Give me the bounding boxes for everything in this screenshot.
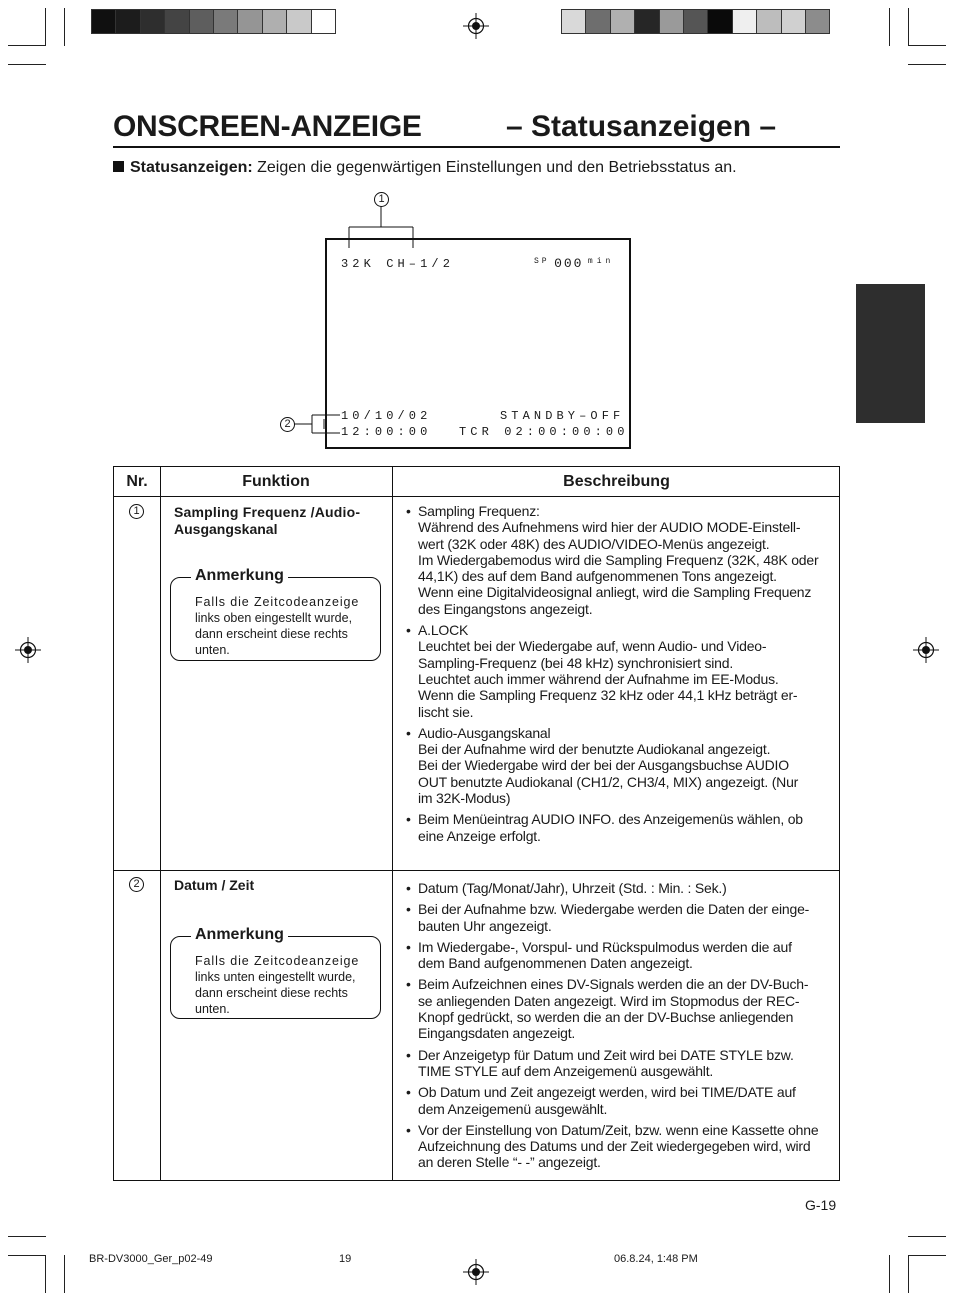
note-text [195,594,371,658]
note-box-1 [170,567,381,661]
description-item [406,880,832,896]
color-swatch [311,9,336,34]
description-line: im 32K-Modus) [418,790,511,807]
color-swatch [659,9,684,34]
description-line: des Eingangstons angezeigt. [418,600,593,617]
description-line: Bei der Aufnahme wird der benutzte Audiokanal angezeigt. [418,741,771,758]
screen-top-left: 32K CH–1/2 [341,257,455,271]
crop-mark [8,64,46,65]
color-swatch [805,9,830,34]
description-line: • A.LOCK [418,622,469,639]
description-line: • Datum (Tag/Monat/Jahr), Uhrzeit (Std. : Min. : Sek.) [418,880,727,896]
color-swatch [189,9,214,34]
callout-1: 1 [374,192,389,207]
description-line: Sampling-Frequenz (bei 48 kHz) synchronisiert sind. [418,654,734,671]
crop-mark [908,45,946,46]
crop-mark [908,8,909,46]
description-line: Wenn eine Digitalvideosignal anliegt, wird die Sampling Frequenz [418,584,812,601]
color-swatch [634,9,659,34]
description-line: • Audio-Ausgangskanal [418,724,551,741]
color-swatch [781,9,806,34]
screen-time: 12:00:00 [341,425,432,439]
note-box-2 [170,926,381,1019]
color-swatch [585,9,610,34]
description-line: dem Anzeigemenü ausgewählt. [418,1100,608,1117]
description-line: • Vor der Einstellung von Datum/Zeit, bzw. wenn eine Kassette ohne [418,1121,819,1138]
color-swatch [140,9,165,34]
description-line: Leuchtet bei der Wiedergabe auf, wenn Audio- und Video- [418,638,767,655]
description-line: Bei der Wiedergabe wird der bei der Ausgangsbuchse AUDIO [418,757,789,774]
description-line: Im Wiedergabemodus wird die Sampling Frequenz (32K, 48K oder [418,551,819,568]
bullet-square-icon [113,161,124,172]
description-line: Eingangsdaten angezeigt. [418,1025,576,1042]
description-item [406,503,832,617]
description-line: OUT benutzte Audiokanal (CH1/2, CH3/4, MIX) angezeigt. (Nur [418,773,799,790]
description-item [406,1122,832,1171]
screen-tcr: TCR 02:00:00:00 [459,425,629,439]
status-table [113,466,840,1181]
description-item [406,901,832,934]
function-title-line: Datum / Zeit [174,877,255,893]
color-swatch [756,9,781,34]
section-tab [856,284,925,423]
header-nr: Nr. [126,473,148,490]
footer-timestamp: 06.8.24, 1:48 PM [614,1253,698,1265]
crop-mark [45,1255,46,1293]
description-1 [406,503,832,849]
note-line: links oben eingestellt wurde, [195,611,353,625]
description-line: • Bei der Aufnahme bzw. Wiedergabe werden die Daten der einge- [418,901,810,918]
crop-mark [908,1255,946,1256]
description-line: Aufzeichnung des Datums und der Zeit wiedergegeben wird, wird [418,1138,811,1155]
header-divider [114,496,839,497]
row-divider [114,870,839,871]
description-item [406,725,832,806]
row-number-2: 2 [129,877,144,892]
description-line: • Im Wiedergabe-, Vorspul- und Rückspulmodus werden die auf [418,938,792,955]
description-line: an deren Stelle “- -” angezeigt. [418,1154,601,1171]
crop-mark [8,1255,46,1256]
description-line: eine Anzeige erfolgt. [418,827,541,844]
page-subtitle: – Statusanzeigen – [506,110,777,143]
note-text [195,953,371,1017]
color-swatch [237,9,262,34]
color-bar-right [561,9,830,34]
note-heading: Anmerkung [191,567,288,585]
color-swatch [213,9,238,34]
crop-mark [64,1255,65,1293]
description-line: • Beim Menüeintrag AUDIO INFO. des Anzeigemenüs wählen, ob [418,811,803,828]
header-funktion: Funktion [242,473,310,490]
description-2 [406,880,832,1176]
screen-status: STANDBY–OFF [500,409,625,423]
color-swatch [732,9,757,34]
intro-text: Zeigen die gegenwärtigen Einstellungen und den Betriebsstatus an. [252,159,737,176]
note-line: dann erscheint diese rechts [195,986,348,1000]
description-line: Wenn die Sampling Frequenz 32 kHz oder 44,1 kHz beträgt er- [418,687,798,704]
intro-line [113,159,737,177]
color-swatch [286,9,311,34]
description-line: Knopf gedrückt, so werden die an der DV-Buchse anliegenden [418,1009,794,1026]
color-swatch [561,9,586,34]
color-swatch [164,9,189,34]
note-heading: Anmerkung [191,926,288,944]
column-divider [160,467,161,1180]
description-line: wert (32K oder 48K) des AUDIO/VIDEO-Menüs angezeigt. [418,535,770,552]
function-title-1 [174,504,386,538]
description-line: • Ob Datum und Zeit angezeigt werden, wird bei TIME/DATE auf [418,1084,796,1101]
color-swatch [683,9,708,34]
description-line: • Der Anzeigetyp für Datum und Zeit wird bei DATE STYLE bzw. [418,1046,794,1063]
row-number-1: 1 [129,504,144,519]
color-swatch [115,9,140,34]
description-line: se anliegenden Daten angezeigt. Wird im Stopmodus der REC- [418,992,800,1009]
column-divider [392,467,393,1180]
description-line: bauten Uhr angezeigt. [418,917,552,934]
onscreen-display-diagram [325,238,631,449]
description-line: • Sampling Frequenz: [418,503,540,519]
registration-mark-icon [15,637,41,663]
crop-mark [908,1255,909,1293]
color-swatch [262,9,287,34]
callout-2-bracket [294,412,340,438]
description-item [406,939,832,972]
registration-mark-icon [913,637,939,663]
description-line: dem Band aufgenommenen Daten angezeigt. [418,955,693,972]
screen-counter: 000 [554,256,584,271]
note-line: dann erscheint diese rechts [195,627,348,641]
description-line: • Beim Aufzeichnen eines DV-Signals werden die an der DV-Buch- [418,976,809,993]
color-swatch [91,9,116,34]
screen-date: 10/10/02 [341,409,432,423]
description-item [406,976,832,1041]
registration-mark-icon [463,1259,489,1285]
crop-mark [908,1236,946,1237]
crop-mark [889,8,890,46]
screen-min-label: min [587,257,615,266]
color-bar-left [91,9,336,34]
note-line: unten. [195,643,230,657]
description-line: TIME STYLE auf dem Anzeigemenü ausgewählt. [418,1062,714,1079]
crop-mark [889,1255,890,1293]
description-item [406,811,832,844]
color-swatch [707,9,732,34]
description-item [406,1047,832,1080]
intro-label: Statusanzeigen: [130,159,253,176]
screen-sp-label: SP [534,257,550,266]
description-line: Leuchtet auch immer während der Aufnahme im EE-Modus. [418,670,779,687]
footer-file: BR-DV3000_Ger_p02-49 [89,1253,213,1265]
note-line: Falls die Zeitcodeanzeige [195,954,360,968]
function-title-line: Sampling Frequenz /Audio- [174,504,361,520]
page-number: G-19 [805,1197,837,1213]
registration-mark-icon [463,13,489,39]
title-rule [113,146,840,148]
crop-mark [45,8,46,46]
description-line: lischt sie. [418,703,474,720]
header-beschreibung: Beschreibung [563,473,670,490]
note-line: links unten eingestellt wurde, [195,970,356,984]
description-item [406,1084,832,1117]
crop-mark [64,8,65,46]
description-line: 44,1K) des auf dem Band aufgenommenen Tons angezeigt. [418,568,777,585]
footer-sheet: 19 [339,1253,352,1265]
color-swatch [610,9,635,34]
note-line: unten. [195,1002,230,1016]
callout-2: 2 [280,417,295,432]
function-title-line: Ausgangskanal [174,521,278,537]
page-title: ONSCREEN-ANZEIGE [113,110,422,143]
screen-top-right [534,254,614,272]
description-item [406,622,832,720]
crop-mark [8,1236,46,1237]
note-line: Falls die Zeitcodeanzeige [195,595,360,609]
crop-mark [8,45,46,46]
crop-mark [908,64,946,65]
function-title-2 [174,877,386,894]
description-line: Während des Aufnehmens wird hier der AUDIO MODE-Einstell- [418,519,801,536]
